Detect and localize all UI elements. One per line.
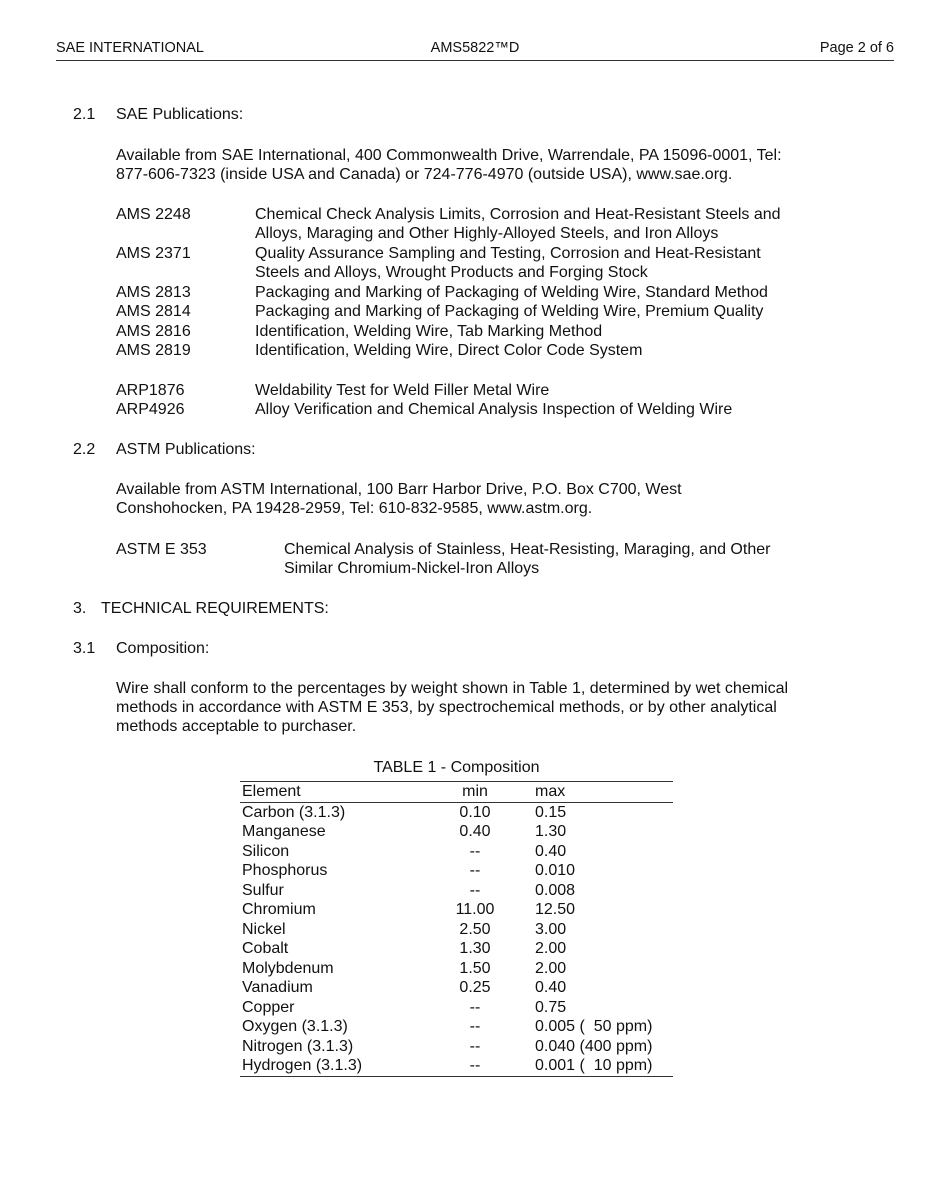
paragraph-line: 877-606-7323 (inside USA and Canada) or 724-776-4970 (outside USA), www.sae.org. xyxy=(116,166,733,183)
cell-min: -- xyxy=(469,1057,481,1074)
cell-max: 0.040 (400 ppm) xyxy=(535,1037,653,1055)
cell-min: 2.50 xyxy=(459,920,491,938)
table-row xyxy=(240,822,673,842)
cell-max: 0.40 xyxy=(535,979,567,996)
header-page-number: Page 2 of 6 xyxy=(819,40,894,56)
cell-min: -- xyxy=(469,862,481,879)
cell-element: Oxygen (3.1.3) xyxy=(242,1018,348,1035)
cell-element: Nickel xyxy=(242,920,286,938)
paragraph-line: methods acceptable to purchaser. xyxy=(116,718,357,735)
publication-description: Weldability Test for Weld Filler Metal Wire xyxy=(255,382,550,399)
cell-element: Copper xyxy=(242,998,295,1016)
publication-code: AMS 2816 xyxy=(116,323,191,340)
publication-description: Identification, Welding Wire, Tab Marking Method xyxy=(255,323,603,340)
cell-max: 0.75 xyxy=(535,998,567,1016)
publication-description: Steels and Alloys, Wrought Products and Forging Stock xyxy=(255,264,648,281)
cell-min: 0.25 xyxy=(459,979,491,996)
table-row xyxy=(240,959,673,979)
publication-description: Quality Assurance Sampling and Testing, Corrosion and Heat-Resistant xyxy=(255,245,761,262)
table-row xyxy=(240,939,673,959)
page-header xyxy=(56,38,894,61)
section-number: 3.1 xyxy=(73,640,96,657)
section-title: Composition: xyxy=(116,640,210,657)
composition-table xyxy=(240,781,673,1077)
cell-min: 1.30 xyxy=(459,940,491,957)
paragraph-line: methods in accordance with ASTM E 353, by spectrochemical methods, or by other analytical xyxy=(116,699,777,716)
table-body xyxy=(240,803,673,1076)
cell-element: Nitrogen (3.1.3) xyxy=(242,1037,354,1055)
cell-element: Chromium xyxy=(242,901,316,918)
publication-code: ASTM E 353 xyxy=(116,541,207,558)
header-organization: SAE INTERNATIONAL xyxy=(56,40,204,56)
publication-code: AMS 2819 xyxy=(116,342,191,359)
publication-description: Identification, Welding Wire, Direct Color Code System xyxy=(255,342,643,359)
cell-max: 1.30 xyxy=(535,823,567,840)
publication-description: Similar Chromium-Nickel-Iron Alloys xyxy=(284,560,540,577)
publication-code: AMS 2248 xyxy=(116,206,191,223)
cell-min: 0.10 xyxy=(459,803,491,821)
paragraph-line: Available from SAE International, 400 Commonwealth Drive, Warrendale, PA 15096-0001, Tel: xyxy=(116,147,782,164)
cell-min: 1.50 xyxy=(459,959,491,977)
cell-max: 2.00 xyxy=(535,959,567,977)
column-header-max: max xyxy=(535,783,566,800)
cell-element: Cobalt xyxy=(242,940,289,957)
publication-description: Alloy Verification and Chemical Analysis Inspection of Welding Wire xyxy=(255,401,733,418)
cell-max: 0.40 xyxy=(535,842,567,860)
cell-element: Phosphorus xyxy=(242,862,328,879)
table-header-row xyxy=(240,782,673,803)
section-title: TECHNICAL REQUIREMENTS: xyxy=(101,600,329,617)
cell-min: -- xyxy=(469,998,481,1016)
table-title: TABLE 1 - Composition xyxy=(373,759,540,776)
cell-min: -- xyxy=(469,842,481,860)
table-row xyxy=(240,1017,673,1037)
table-row xyxy=(240,803,673,823)
publication-description: Packaging and Marking of Packaging of Welding Wire, Premium Quality xyxy=(255,303,764,320)
cell-min: -- xyxy=(469,1037,481,1055)
publication-description: Packaging and Marking of Packaging of Welding Wire, Standard Method xyxy=(255,284,768,301)
table-row xyxy=(240,978,673,998)
cell-element: Manganese xyxy=(242,823,326,840)
publication-description: Alloys, Maraging and Other Highly-Alloyed Steels, and Iron Alloys xyxy=(255,225,719,242)
publication-code: AMS 2371 xyxy=(116,245,191,262)
table-row xyxy=(240,861,673,881)
table-row xyxy=(240,1037,673,1057)
table-row xyxy=(240,900,673,920)
column-header-min: min xyxy=(462,783,488,800)
table-row xyxy=(240,842,673,862)
table-row xyxy=(240,1056,673,1076)
section-number: 2.1 xyxy=(73,106,96,123)
publication-code: ARP4926 xyxy=(116,401,185,418)
cell-element: Carbon (3.1.3) xyxy=(242,803,346,821)
table-row xyxy=(240,881,673,901)
column-header-element: Element xyxy=(242,783,301,800)
paragraph-line: Wire shall conform to the percentages by weight shown in Table 1, determined by wet chemical xyxy=(116,680,789,697)
cell-max: 2.00 xyxy=(535,940,567,957)
cell-element: Silicon xyxy=(242,842,290,860)
cell-element: Hydrogen (3.1.3) xyxy=(242,1057,363,1074)
cell-max: 0.001 ( 10 ppm) xyxy=(535,1057,653,1074)
publication-code: AMS 2814 xyxy=(116,303,191,320)
cell-min: 11.00 xyxy=(455,901,495,918)
cell-min: -- xyxy=(469,1018,481,1035)
cell-max: 12.50 xyxy=(535,901,576,918)
paragraph-line: Available from ASTM International, 100 Barr Harbor Drive, P.O. Box C700, West xyxy=(116,481,682,498)
publication-description: Chemical Check Analysis Limits, Corrosion and Heat-Resistant Steels and xyxy=(255,206,781,223)
cell-max: 3.00 xyxy=(535,920,567,938)
publication-code: AMS 2813 xyxy=(116,284,191,301)
cell-min: 0.40 xyxy=(459,823,491,840)
cell-max: 0.010 xyxy=(535,862,576,879)
table-row xyxy=(240,998,673,1018)
cell-element: Molybdenum xyxy=(242,959,334,977)
paragraph-line: Conshohocken, PA 19428-2959, Tel: 610-832-9585, www.astm.org. xyxy=(116,500,593,517)
section-number: 2.2 xyxy=(73,441,96,458)
cell-max: 0.15 xyxy=(535,803,567,821)
cell-min: -- xyxy=(469,881,481,899)
header-document-id: AMS5822™D xyxy=(430,40,520,56)
section-number: 3. xyxy=(73,600,87,617)
section-title: SAE Publications: xyxy=(116,106,244,123)
section-title: ASTM Publications: xyxy=(116,441,256,458)
cell-max: 0.008 xyxy=(535,881,576,899)
publication-code: ARP1876 xyxy=(116,382,185,399)
cell-max: 0.005 ( 50 ppm) xyxy=(535,1018,653,1035)
table-row xyxy=(240,920,673,940)
cell-element: Sulfur xyxy=(242,881,284,899)
cell-element: Vanadium xyxy=(242,979,313,996)
publication-description: Chemical Analysis of Stainless, Heat-Resisting, Maraging, and Other xyxy=(284,541,771,558)
